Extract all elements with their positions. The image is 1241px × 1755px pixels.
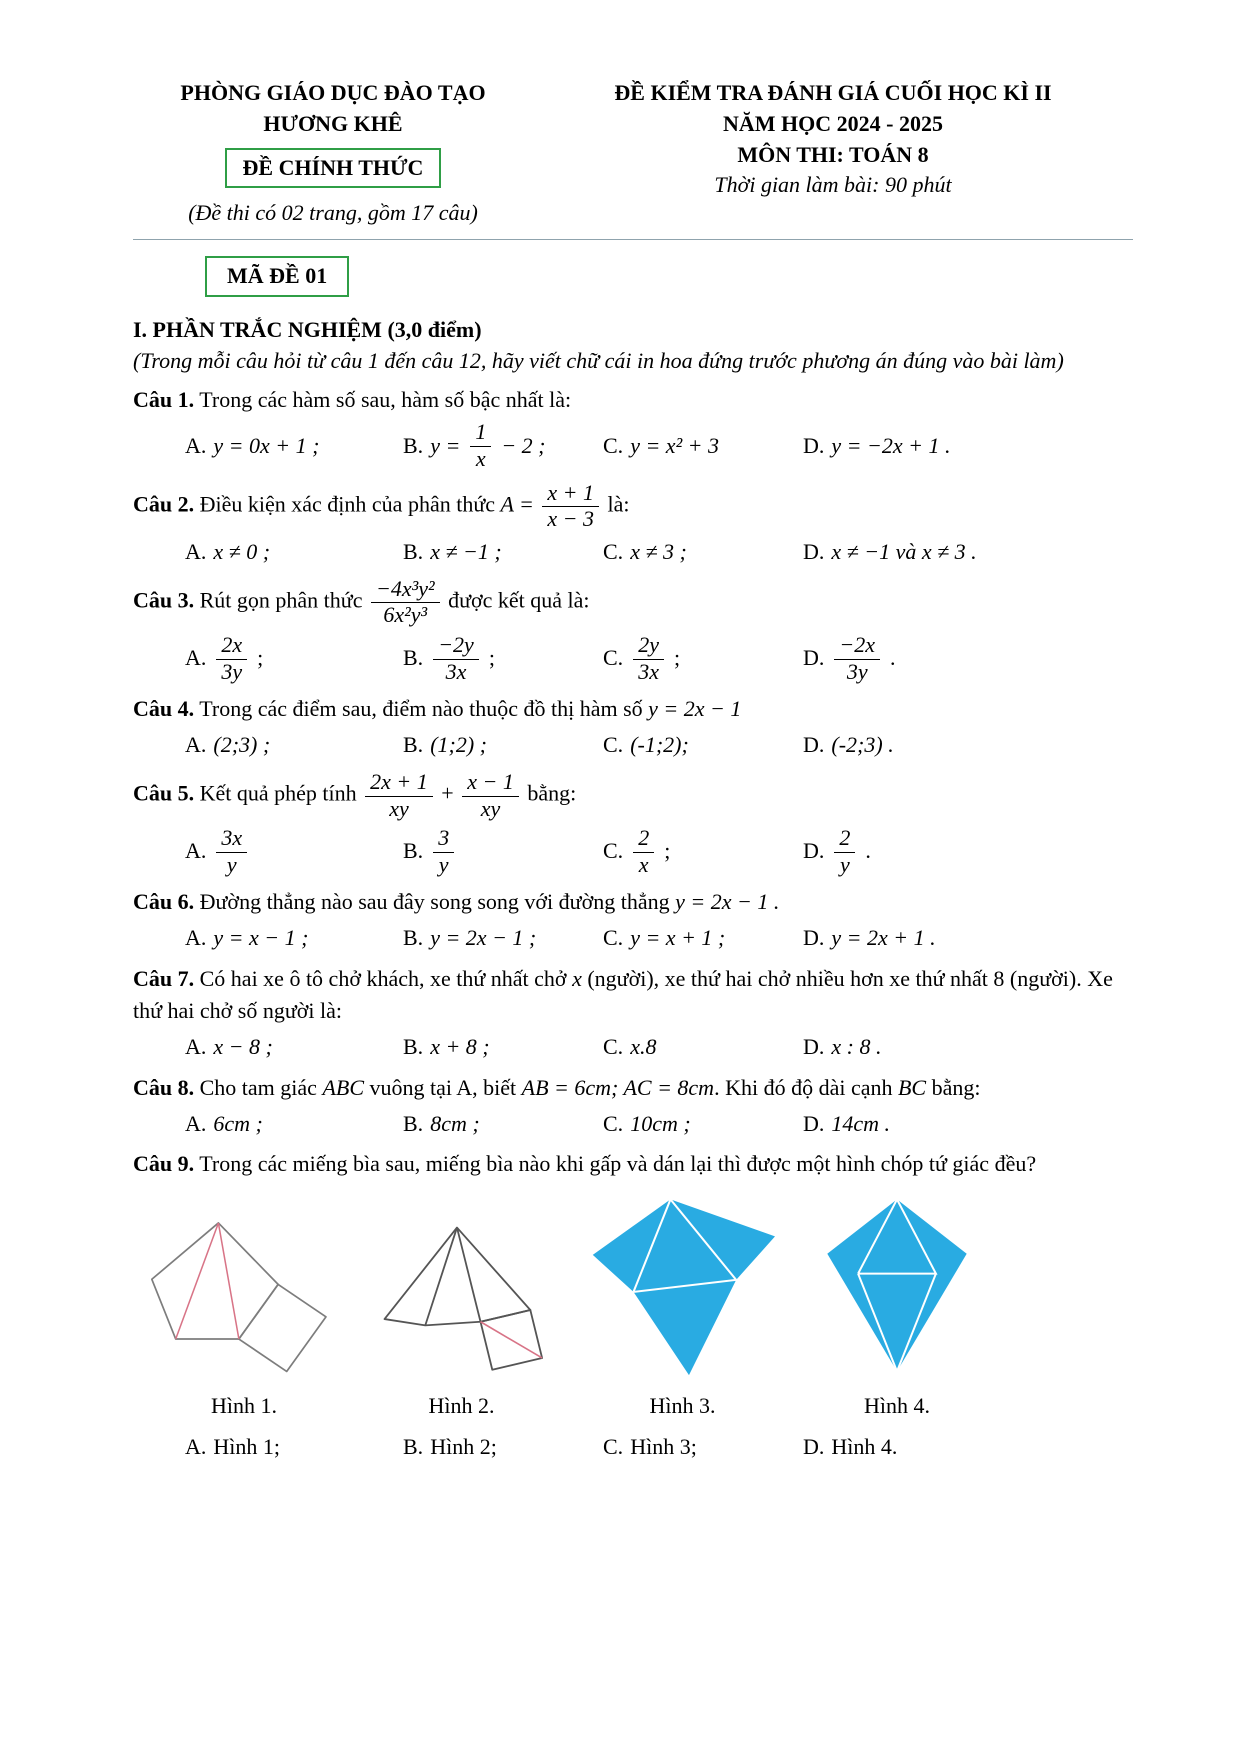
question-4	[133, 693, 1133, 763]
question-7-option-d	[803, 1030, 1133, 1065]
question-3-option-c	[603, 631, 803, 686]
option-letter-a: A.	[185, 1110, 207, 1136]
question-2-option-d	[803, 535, 1133, 570]
option-b-value: x + 8 ;	[430, 1033, 490, 1059]
option-a-punctuation: ;	[257, 645, 264, 671]
question-8-option-a	[185, 1107, 403, 1142]
question-2-label: Câu 2.	[133, 491, 195, 517]
fraction-numerator: 2x + 1	[365, 770, 433, 797]
figure-2-caption: Hình 2.	[428, 1393, 495, 1419]
fraction-denominator: y	[226, 851, 237, 877]
option-letter-b: B.	[403, 1434, 424, 1460]
question-8	[133, 1072, 1133, 1142]
official-exam-stamp: ĐỀ CHÍNH THỨC	[225, 148, 442, 189]
fraction	[542, 481, 599, 532]
question-9-options	[185, 1430, 1133, 1465]
pyramid-net-2-graphic	[369, 1214, 554, 1377]
option-letter-a: A.	[185, 925, 207, 951]
fraction-denominator: x	[638, 851, 649, 877]
fraction	[216, 633, 247, 684]
fraction	[834, 826, 855, 877]
option-letter-c: C.	[603, 645, 624, 671]
question-7-label: Câu 7.	[133, 966, 195, 992]
question-5-options	[185, 824, 1133, 879]
pyramid-net-3-graphic	[580, 1192, 785, 1377]
question-8-option-d	[803, 1107, 1133, 1142]
option-letter-b: B.	[403, 732, 424, 758]
fraction	[633, 633, 664, 684]
question-5-option-c	[603, 824, 803, 879]
department-name-line2: HƯƠNG KHÊ	[263, 110, 403, 136]
subject-line: MÔN THI: TOÁN 8	[737, 141, 929, 167]
net-fold-line	[481, 1322, 543, 1358]
option-c-punctuation: ;	[664, 838, 671, 864]
option-a-value: x ≠ 0 ;	[213, 538, 271, 564]
option-d-punctuation: .	[865, 838, 871, 864]
option-letter-b: B.	[403, 838, 424, 864]
fraction-denominator: x − 3	[547, 506, 595, 532]
header-left-block	[133, 78, 533, 229]
option-b-value: y = 2x − 1 ;	[430, 925, 537, 951]
question-4-option-a	[185, 728, 403, 763]
question-4-label: Câu 4.	[133, 696, 195, 722]
option-d-value: x : 8 .	[831, 1033, 882, 1059]
question-4-option-b	[403, 728, 603, 763]
option-letter-d: D.	[803, 538, 825, 564]
question-1-label: Câu 1.	[133, 386, 195, 412]
question-6-stem	[133, 886, 1133, 918]
fraction	[433, 633, 479, 684]
fraction	[365, 770, 433, 821]
question-7-option-a	[185, 1030, 403, 1065]
question-1-stem	[133, 384, 1133, 416]
fraction-denominator: xy	[389, 795, 409, 821]
question-7-text-1: Có hai xe ô tô chở khách, xe thứ nhất chở	[199, 966, 567, 992]
fraction-denominator: xy	[480, 795, 501, 821]
question-8-math-1: ABC	[322, 1074, 364, 1100]
fraction-denominator: 3x	[638, 658, 659, 684]
fraction	[470, 420, 491, 471]
question-9-option-b	[403, 1430, 603, 1465]
option-letter-d: D.	[803, 732, 825, 758]
option-letter-d: D.	[803, 838, 825, 864]
question-5-option-d	[803, 824, 1133, 879]
pyramid-net-figure-1	[145, 1214, 343, 1422]
question-1-text: Trong các hàm số sau, hàm số bậc nhất là:	[199, 386, 572, 412]
question-9-figures	[145, 1192, 1133, 1422]
question-8-text-3: . Khi đó độ dài cạnh	[714, 1074, 893, 1100]
fraction-denominator: y	[840, 851, 850, 877]
option-b-pre: y =	[430, 432, 461, 458]
question-9-option-c	[603, 1430, 803, 1465]
option-letter-a: A.	[185, 838, 207, 864]
question-8-math-3: BC	[897, 1074, 927, 1100]
option-d-value: x ≠ −1 và x ≠ 3 .	[831, 538, 977, 564]
option-a-value: y = x − 1 ;	[213, 925, 309, 951]
question-8-stem	[133, 1072, 1133, 1104]
question-4-option-d	[803, 728, 1133, 763]
net-blue-shape	[827, 1200, 966, 1372]
option-letter-d: D.	[803, 925, 825, 951]
duration-line: Thời gian làm bài: 90 phút	[714, 172, 952, 198]
question-6-math: y = 2x − 1 .	[675, 889, 780, 915]
pyramid-net-4-graphic	[811, 1192, 983, 1377]
question-5-label: Câu 5.	[133, 780, 195, 806]
option-b-punctuation: ;	[488, 645, 495, 671]
question-8-option-c	[603, 1107, 803, 1142]
question-6-label: Câu 6.	[133, 889, 195, 915]
option-letter-c: C.	[603, 1033, 624, 1059]
option-d-value: y = −2x + 1 .	[831, 432, 951, 458]
question-7-option-b	[403, 1030, 603, 1065]
fraction	[216, 826, 247, 877]
option-letter-c: C.	[603, 1110, 624, 1136]
option-letter-c: C.	[603, 1434, 624, 1460]
figure-1-caption: Hình 1.	[211, 1393, 277, 1419]
option-letter-d: D.	[803, 1434, 825, 1460]
option-letter-d: D.	[803, 1033, 825, 1059]
fraction-numerator: 3	[433, 826, 454, 853]
fraction-numerator: −4x³y²	[371, 577, 440, 604]
option-b-value: 8cm ;	[430, 1110, 480, 1136]
question-3	[133, 577, 1133, 687]
question-7-stem	[133, 963, 1133, 1027]
option-letter-c: C.	[603, 838, 624, 864]
question-4-options	[185, 728, 1133, 763]
pyramid-net-figure-2	[369, 1214, 554, 1422]
option-letter-a: A.	[185, 1434, 207, 1460]
net-inner-line	[425, 1228, 457, 1326]
question-9-option-a	[185, 1430, 403, 1465]
option-letter-b: B.	[403, 1110, 424, 1136]
figure-3-caption: Hình 3.	[649, 1393, 716, 1419]
question-5-text-pre: Kết quả phép tính	[199, 780, 357, 806]
option-c-value: y = x + 1 ;	[630, 925, 726, 951]
fraction-denominator: 3y	[846, 658, 868, 684]
option-letter-b: B.	[403, 925, 424, 951]
fraction-numerator: −2x	[834, 633, 880, 660]
option-c-value: x ≠ 3 ;	[630, 538, 687, 564]
fraction-numerator: 2x	[216, 633, 247, 660]
option-letter-c: C.	[603, 732, 624, 758]
question-9-option-d	[803, 1430, 1133, 1465]
question-1	[133, 384, 1133, 474]
pages-note: (Đề thi có 02 trang, gồm 17 câu)	[188, 200, 478, 226]
option-letter-b: B.	[403, 538, 424, 564]
question-8-text-1: Cho tam giác	[199, 1074, 317, 1100]
net-square-flap	[239, 1285, 326, 1372]
question-4-text: Trong các điểm sau, điểm nào thuộc đồ thị hàm số	[199, 696, 643, 722]
school-year: NĂM HỌC 2024 - 2025	[723, 110, 943, 136]
option-letter-a: A.	[185, 432, 207, 458]
question-3-text-post: được kết quả là:	[448, 587, 590, 613]
question-8-text-2: vuông tại A, biết	[369, 1074, 517, 1100]
option-letter-d: D.	[803, 645, 825, 671]
fraction-denominator: 3x	[445, 658, 467, 684]
question-6-option-a	[185, 921, 403, 956]
net-outline	[152, 1223, 278, 1339]
question-6-option-c	[603, 921, 803, 956]
question-6-option-d	[803, 921, 1133, 956]
question-7-math-1: x	[572, 966, 582, 992]
question-2-option-c	[603, 535, 803, 570]
fraction-denominator: 3y	[221, 658, 243, 684]
pyramid-net-figure-4	[811, 1192, 983, 1422]
question-8-label: Câu 8.	[133, 1074, 195, 1100]
question-2-stem	[133, 481, 1133, 532]
question-6-text: Đường thẳng nào sau đây song song với đường thẳng	[199, 889, 670, 915]
question-2-option-a	[185, 535, 403, 570]
option-letter-a: A.	[185, 1033, 207, 1059]
question-3-text-pre: Rút gọn phân thức	[199, 587, 363, 613]
option-letter-a: A.	[185, 645, 207, 671]
question-9	[133, 1148, 1133, 1464]
fraction-denominator: 6x²y³	[383, 602, 428, 628]
pyramid-net-1-graphic	[145, 1214, 343, 1377]
fraction-numerator: x − 1	[462, 770, 519, 797]
option-b-value: x ≠ −1 ;	[430, 538, 502, 564]
option-c-value: (-1;2);	[630, 732, 689, 758]
figure-4-caption: Hình 4.	[864, 1393, 930, 1419]
question-7-options	[185, 1030, 1133, 1065]
fraction	[433, 826, 454, 877]
question-6-options	[185, 921, 1133, 956]
question-3-option-a	[185, 631, 403, 686]
option-a-value: y = 0x + 1 ;	[213, 432, 320, 458]
option-d-value: 14cm .	[831, 1110, 891, 1136]
question-3-options	[185, 631, 1133, 686]
question-2-variable: A =	[500, 491, 534, 517]
fraction	[462, 770, 519, 821]
header-right-block	[533, 78, 1133, 229]
fraction-numerator: 1	[470, 420, 491, 447]
question-7-text-2: (người), xe thứ hai chở nhiều hơn xe thứ nhất 8 (người). Xe thứ hai chở số người là:	[133, 966, 1113, 1024]
option-letter-d: D.	[803, 1110, 825, 1136]
question-4-stem	[133, 693, 1133, 725]
option-d-punctuation: .	[890, 645, 896, 671]
question-9-label: Câu 9.	[133, 1151, 195, 1177]
option-c-punctuation: ;	[673, 645, 681, 671]
option-c-value: y = x² + 3	[630, 432, 720, 458]
question-8-option-b	[403, 1107, 603, 1142]
question-8-math-2: AB = 6cm; AC = 8cm	[521, 1074, 715, 1100]
pyramid-net-figure-3	[580, 1192, 785, 1422]
option-a-value: (2;3) ;	[213, 732, 271, 758]
question-2	[133, 481, 1133, 570]
question-2-options	[185, 535, 1133, 570]
option-letter-a: A.	[185, 732, 207, 758]
question-5-option-a	[185, 824, 403, 879]
fraction	[633, 826, 654, 877]
fraction	[371, 577, 440, 628]
question-3-option-d	[803, 631, 1133, 686]
option-c-value: Hình 3;	[630, 1434, 697, 1460]
option-a-value: x − 8 ;	[213, 1033, 273, 1059]
net-blue-shape	[593, 1200, 775, 1376]
option-c-value: x.8	[630, 1033, 657, 1059]
option-letter-c: C.	[603, 432, 624, 458]
exam-header	[133, 78, 1133, 229]
question-1-option-d	[803, 429, 1133, 464]
question-1-option-a	[185, 429, 403, 464]
plus-operator: +	[441, 780, 454, 806]
part1-instruction: (Trong mỗi câu hỏi từ câu 1 đến câu 12, hãy viết chữ cái in hoa đứng trước phương án đúng vào bài làm)	[133, 347, 1064, 373]
question-8-text-4: bằng:	[931, 1074, 981, 1100]
net-outline	[385, 1228, 531, 1326]
option-letter-c: C.	[603, 538, 624, 564]
question-9-text: Trong các miếng bìa sau, miếng bìa nào khi gấp và dán lại thì được một hình chóp tứ giác đều?	[199, 1151, 1037, 1177]
question-5	[133, 770, 1133, 880]
question-5-option-b	[403, 824, 603, 879]
department-name-line1: PHÒNG GIÁO DỤC ĐÀO TẠO	[180, 80, 486, 105]
question-5-stem	[133, 770, 1133, 821]
option-letter-a: A.	[185, 538, 207, 564]
question-7-option-c	[603, 1030, 803, 1065]
question-7	[133, 963, 1133, 1065]
exam-title: ĐỀ KIỂM TRA ĐÁNH GIÁ CUỐI HỌC KÌ II	[614, 80, 1052, 105]
fraction-numerator: −2y	[433, 633, 479, 660]
question-3-stem	[133, 577, 1133, 628]
question-5-text-post: bằng:	[527, 780, 577, 806]
fraction-numerator: 2	[633, 826, 654, 853]
question-2-text-post: là:	[607, 491, 630, 517]
fraction-denominator: y	[438, 851, 449, 877]
question-1-option-c	[603, 429, 803, 464]
question-8-options	[185, 1107, 1133, 1142]
option-c-value: 10cm ;	[630, 1110, 691, 1136]
question-1-options	[185, 418, 1133, 473]
option-a-value: 6cm ;	[213, 1110, 263, 1136]
fraction-denominator: x	[475, 446, 486, 472]
fraction-numerator: 2y	[633, 633, 664, 660]
option-letter-d: D.	[803, 432, 825, 458]
question-4-option-c	[603, 728, 803, 763]
part1-title: I. PHẦN TRẮC NGHIỆM (3,0 điểm)	[133, 316, 482, 342]
fraction	[834, 633, 880, 684]
option-b-post: − 2 ;	[501, 432, 546, 458]
option-d-value: Hình 4.	[831, 1434, 898, 1460]
option-d-value: y = 2x + 1 .	[831, 925, 936, 951]
question-1-option-b	[403, 418, 603, 473]
question-9-stem	[133, 1148, 1133, 1180]
option-letter-b: B.	[403, 645, 424, 671]
option-b-value: Hình 2;	[430, 1434, 497, 1460]
fraction-numerator: 2	[834, 826, 855, 853]
question-2-option-b	[403, 535, 603, 570]
option-letter-c: C.	[603, 925, 624, 951]
fraction-numerator: x + 1	[542, 481, 599, 508]
question-3-label: Câu 3.	[133, 587, 195, 613]
fraction-numerator: 3x	[216, 826, 247, 853]
question-2-text-pre: Điều kiện xác định của phân thức	[199, 491, 496, 517]
option-d-value: (-2;3) .	[831, 732, 894, 758]
question-6	[133, 886, 1133, 956]
question-4-math: y = 2x − 1	[648, 696, 742, 722]
question-3-option-b	[403, 631, 603, 686]
question-6-option-b	[403, 921, 603, 956]
option-b-value: (1;2) ;	[430, 732, 487, 758]
option-letter-b: B.	[403, 432, 424, 458]
option-letter-b: B.	[403, 1033, 424, 1059]
exam-code-box: MÃ ĐỀ 01	[205, 256, 349, 297]
option-a-value: Hình 1;	[213, 1434, 281, 1460]
